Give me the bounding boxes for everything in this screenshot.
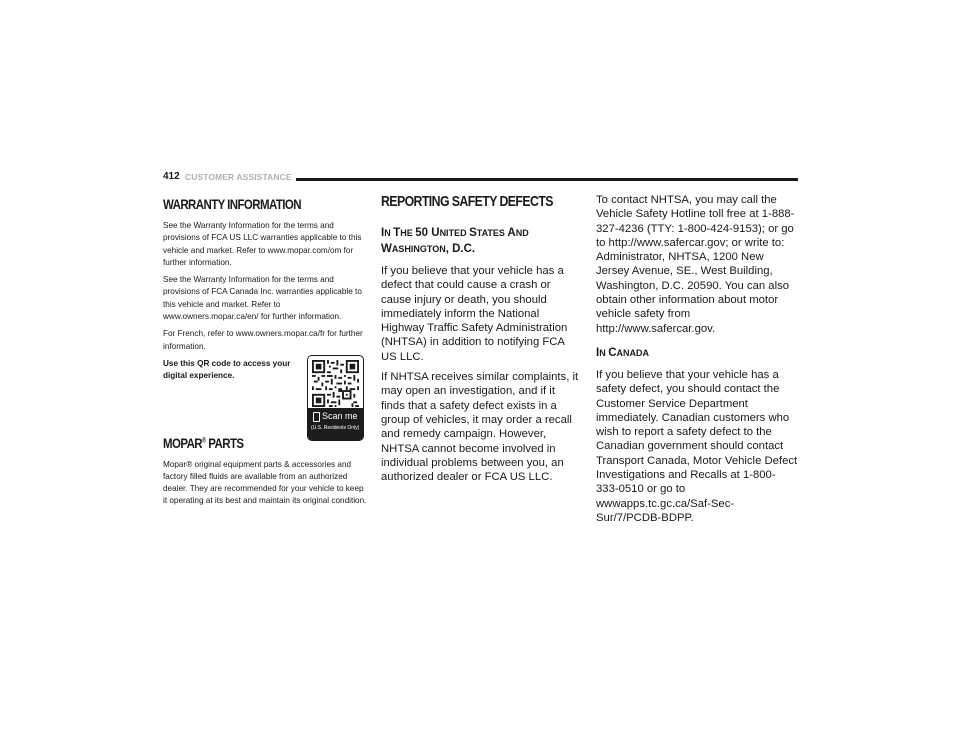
qr-code-card[interactable] (307, 355, 364, 441)
us-residents-label: (U.S. Residents Only) (311, 425, 360, 431)
column-nhtsa-canada (596, 193, 798, 525)
canada-paragraph: If you believe that your vehicle has a safety defect, you should contact the Customer Service Department immediately. Canadian customers who wish to report a safety defect to the Canadian government should contact Transport Canada, Motor Vehicle Defect Investigations and Recalls at 1-800-333-0510 or go to wwwapps.tc.gc.ca/Saf-Sec-Sur/7/PCDB-BDPP. (596, 368, 798, 524)
page-header (163, 171, 798, 185)
warranty-heading: WARRANTY INFORMATION (163, 196, 301, 212)
qr-caption: Use this QR code to access your digital experience. (163, 358, 291, 381)
column-warranty-mopar (163, 196, 367, 508)
mopar-parts-heading: MOPAR® PARTS (163, 434, 244, 451)
column-reporting-us (381, 193, 580, 484)
warranty-paragraph-french: For French, refer to www.owners.mopar.ca/fr for further information. (163, 329, 363, 351)
canada-subheading: IN CANADA (596, 346, 650, 359)
warranty-paragraph-canada: See the Warranty Information for the terms and provisions of FCA Canada Inc. warranties applicable to this vehicle and market. Refer to www.owners.mopar.ca/en/ for further information. (163, 275, 362, 322)
nhtsa-contact-paragraph: To contact NHTSA, you may call the Vehicle Safety Hotline toll free at 1-888-327-4236 (TTY: 1-800-424-9153); or go to http://www.safercar.gov; or write to: Administrator, NHTSA, 1200 New Jersey Avenue, SE., West Building, Washington, D.C. 20590. You can also obtain other information about motor vehicle safety from http://www.safercar.gov. (596, 194, 795, 335)
qr-code-icon (312, 360, 359, 407)
warranty-paragraph-us: See the Warranty Information for the terms and provisions of FCA US LLC warranties applicable to this vehicle and market. Refer to www.mopar.com/om for further information. (163, 221, 362, 267)
us-subheading: IN THE 50 UNITED STATES AND WASHINGTON, D.C. (381, 227, 529, 255)
reporting-heading: REPORTING SAFETY DEFECTS (381, 193, 553, 210)
mopar-parts-paragraph: Mopar® original equipment parts & accessories and factory filled fluids are available from an authorized dealer. They are recommended for your vehicle to keep it operating at its best and maintain its original condition. (163, 459, 367, 506)
scan-me-label: Scan me (322, 411, 358, 421)
phone-icon (313, 412, 320, 422)
qr-scan-bar (308, 408, 363, 440)
header-rule (296, 178, 798, 181)
us-paragraph-2: If NHTSA receives similar complaints, it may open an investigation, and if it finds that a safety defect exists in a group of vehicles, it may order a recall and remedy campaign. However, NHTSA cannot become involved in individual problems between you, an authorized dealer or FCA US LLC. (381, 371, 579, 484)
us-paragraph-1: If you believe that your vehicle has a defect that could cause a crash or cause injury or death, you should immediately inform the National Highway Traffic Safety Administration (NHTSA) in addition to notifying FCA US LLC. (381, 265, 568, 363)
page-number: 412 (163, 171, 180, 182)
section-title: CUSTOMER ASSISTANCE (185, 172, 292, 182)
